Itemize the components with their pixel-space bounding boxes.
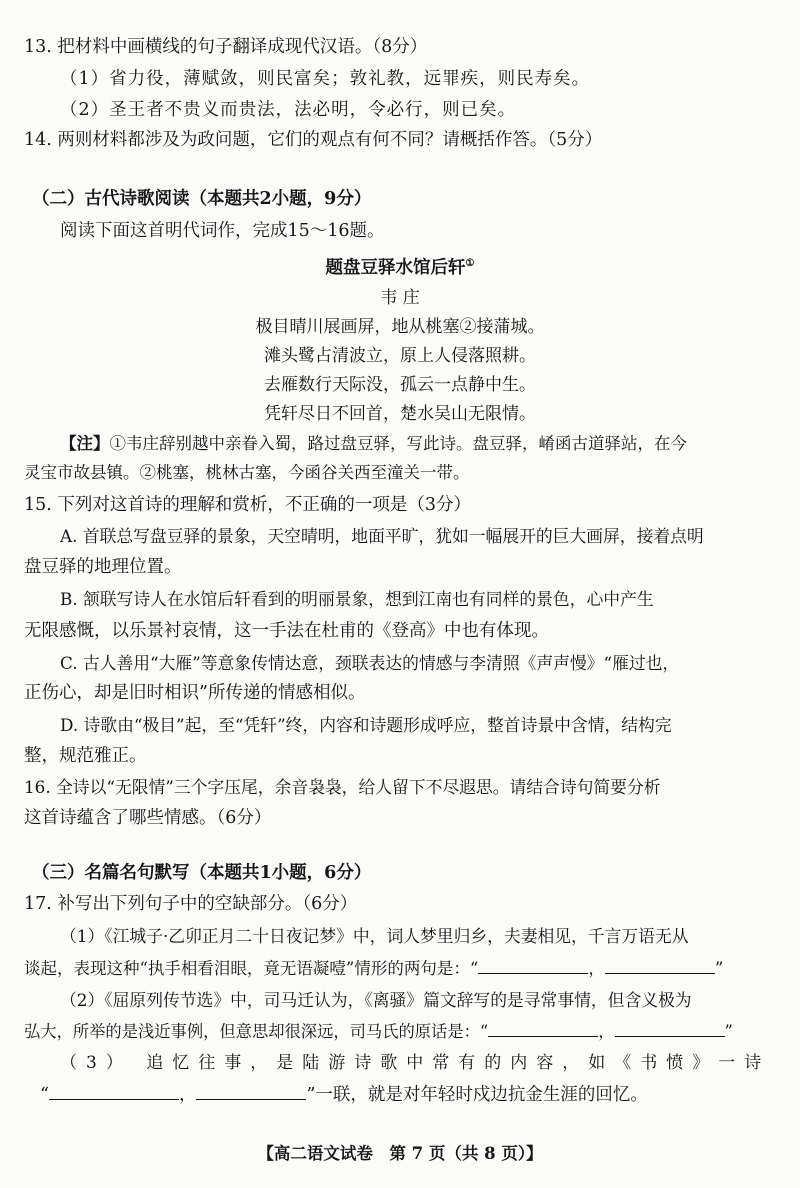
closing-quote: ”	[714, 959, 724, 978]
question-14-stem: 14. 两则材料都涉及为政问题，它们的观点有何不同？请概括作答。（5分）	[24, 130, 603, 150]
page-footer: 【高二语文试卷 第 7 页（共 8 页）】	[257, 1144, 543, 1163]
poem-author: 韦 庄	[380, 288, 420, 308]
question-16-line-2: 这首诗蕴含了哪些情感。（6分）	[24, 808, 272, 828]
blank-separator: ，	[598, 1022, 615, 1041]
poem-note-line-2: 灵宝市故县镇。②桃塞，桃林古塞，今函谷关西至潼关一带。	[24, 463, 470, 482]
section-2-title: （二）古代诗歌阅读（本题共2小题，9分）	[32, 189, 372, 209]
answer-blank-3a[interactable]	[49, 1083, 179, 1100]
poem-title-text: 题盘豆驿水馆后轩	[325, 257, 466, 278]
blank-separator: ，	[588, 959, 605, 978]
closing-quote: ”	[724, 1022, 733, 1041]
answer-blank-3b[interactable]	[196, 1083, 306, 1100]
question-13-stem: 13. 把材料中画横线的句子翻译成现代汉语。（8分）	[24, 37, 428, 57]
poem-note-label: 【注】	[60, 434, 110, 453]
poem-note-line-1	[60, 433, 687, 455]
poem-note-text-1: ①韦庄辞别越中亲眷入蜀，路过盘豆驿，写此诗。盘豆驿，崤函古道驿站，在今	[109, 434, 687, 453]
poem-title	[0, 253, 800, 279]
answer-blank-2a[interactable]	[488, 1020, 598, 1037]
answer-blank-1b[interactable]	[605, 957, 715, 974]
option-a-line-2: 盘豆驿的地理位置。	[24, 557, 182, 577]
section-3-title: （三）名篇名句默写（本题共1小题，6分）	[32, 863, 372, 883]
answer-blank-1a[interactable]	[478, 957, 588, 974]
option-c-line-1: C. 古人善用“大雁”等意象传情达意，颈联表达的情感与李清照《声声慢》“雁过也，	[60, 653, 680, 673]
question-17-3-line-1: （3） 追忆往事，是陆游诗歌中常有的内容，如《书愤》一诗	[60, 1053, 771, 1073]
poem-line-1: 极目晴川展画屏，地从桃塞②接蒲城。	[255, 317, 545, 337]
question-17-2-text: 弘大，所举的是浅近事例，但意思却很深远，司马氏的原话是：“	[24, 1022, 489, 1041]
option-d-line-2: 整，规范雅正。	[24, 746, 147, 766]
question-17-stem: 17. 补写出下列句子中的空缺部分。（6分）	[24, 894, 358, 914]
question-17-2-line-2	[24, 1020, 733, 1043]
question-17-3-line-2	[40, 1083, 648, 1106]
poem-line-3: 去雁数行天际没，孤云一点静中生。	[264, 375, 536, 395]
poem-line-4: 凭轩尽日不回首，楚水吴山无限情。	[264, 404, 536, 424]
section-2-intro: 阅读下面这首明代词作，完成15～16题。	[60, 221, 385, 241]
answer-blank-2b[interactable]	[615, 1020, 725, 1037]
question-16-line-1: 16. 全诗以“无限情”三个字压尾，余音袅袅，给人留下不尽遐思。请结合诗句简要分析	[24, 777, 661, 797]
question-17-1-line-2	[24, 957, 723, 980]
question-17-1-line-1: （1）《江城子·乙卯正月二十日夜记梦》中，词人梦里归乡，夫妻相见，千言万语无从	[60, 926, 689, 946]
question-17-2-line-1: （2）《屈原列传节选》中，司马迁认为，《离骚》篇文辞写的是寻常事情，但含义极为	[60, 990, 692, 1010]
question-13-sentence-1: （1）省力役，薄赋敛，则民富矣；敦礼教，远罪疾，则民寿矣。	[60, 69, 591, 89]
blank-separator: ，	[178, 1085, 197, 1105]
option-b-line-1: B. 颔联写诗人在水馆后轩看到的明丽景象，想到江南也有同样的景色，心中产生	[60, 589, 654, 609]
question-17-1-text: 谈起，表现这种“执手相看泪眼，竟无语凝噎”情形的两句是：“	[24, 959, 479, 978]
question-17-3-text: ”一联，就是对年轻时戍边抗金生涯的回忆。	[306, 1085, 648, 1105]
poem-line-2: 滩头鹭占清波立，原上人侵落照耕。	[264, 346, 536, 366]
option-d-line-1: D. 诗歌由“极目”起，至“凭轩”终，内容和诗题形成呼应，整首诗景中含情，结构完	[60, 715, 672, 735]
option-c-line-2: 正伤心，却是旧时相识”所传递的情感相似。	[24, 683, 366, 703]
question-13-sentence-2: （2）圣王者不贵义而贵法，法必明，令必行，则已矣。	[60, 100, 517, 120]
opening-quote: “	[40, 1085, 49, 1105]
option-a-line-1: A. 首联总写盘豆驿的景象，天空晴明，地面平旷，犹如一幅展开的巨大画屏，接着点明	[60, 526, 704, 546]
option-b-line-2: 无限感慨，以乐景衬哀情，这一手法在杜甫的《登高》中也有体现。	[24, 621, 549, 641]
poem-title-note-mark: ①	[465, 258, 475, 269]
question-15-stem: 15. 下列对这首诗的理解和赏析，不正确的一项是（3分）	[24, 495, 472, 515]
